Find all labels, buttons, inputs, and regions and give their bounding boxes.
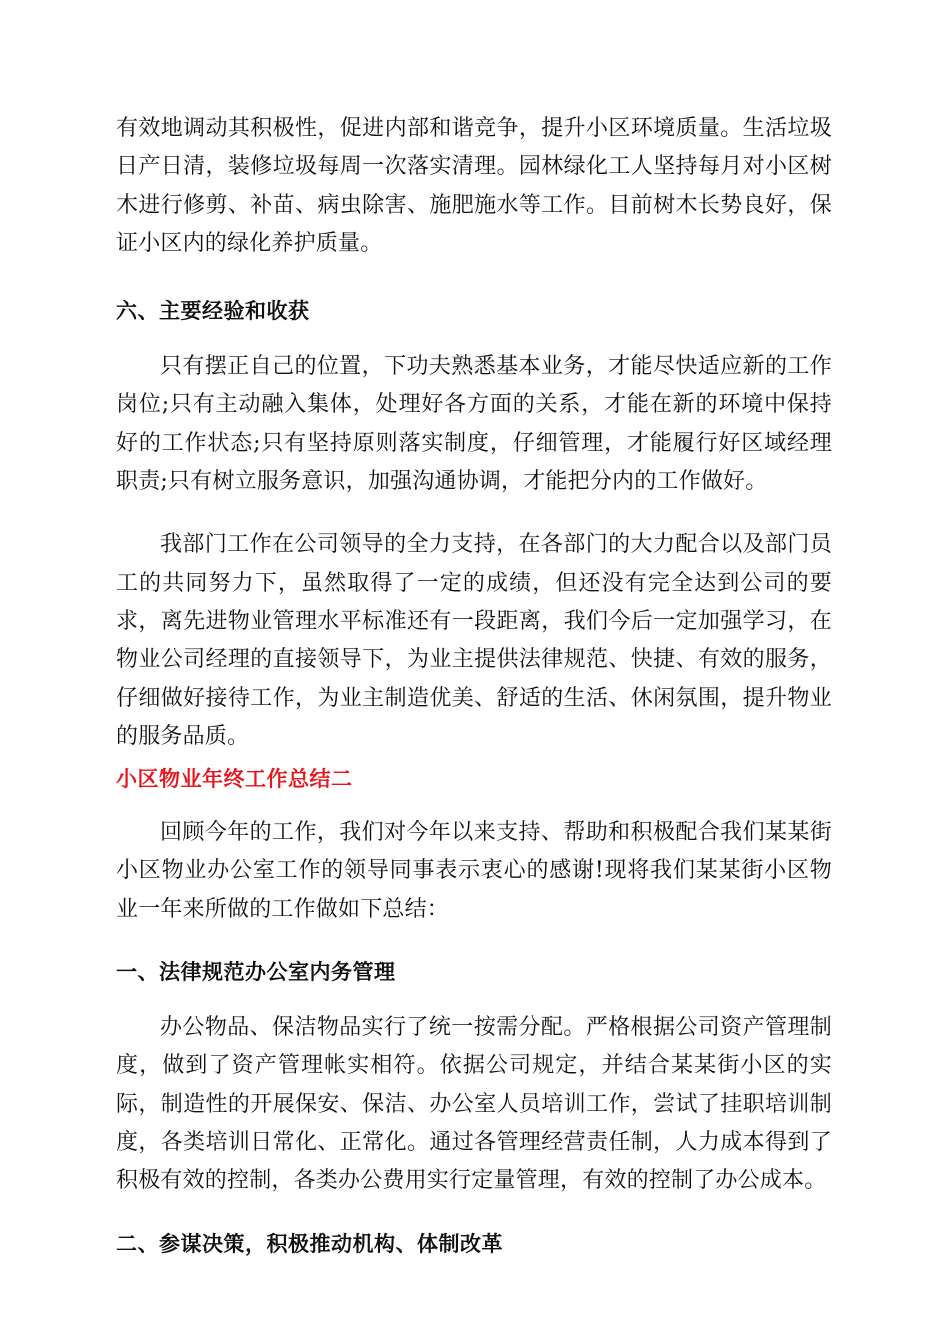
paragraph-experience: 只有摆正自己的位置，下功夫熟悉基本业务，才能尽快适应新的工作岗位;只有主动融入集体，处理好各方面的关系，才能在新的环境中保持好的工作状态;只有坚持原则落实制度，仔细管理，才能履行好区域经理职责;只有树立服务意识，加强沟通协调，才能把分内的工作做好。 <box>116 354 832 495</box>
heading-office-management: 一、法律规范办公室内务管理 <box>116 960 396 985</box>
paragraph-outlook: 我部门工作在公司领导的全力支持，在各部门的大力配合以及部门员工的共同努力下，虽然取得了一定的成绩，但还没有完全达到公司的要求，离先进物业管理水平标准还有一段距离，我们今后一定加强学习，在物业公司经理的直接领导下，为业主提供法律规范、快捷、有效的服务，仔细做好接待工作，为业主制造优美、舒适的生活、休闲氛围，提升物业的服务品质。 <box>116 532 832 749</box>
paragraph-environment-quality: 有效地调动其积极性，促进内部和谐竞争，提升小区环境质量。生活垃圾日产日清，装修垃圾每周一次落实清理。园林绿化工人坚持每月对小区树木进行修剪、补苗、病虫除害、施肥施水等工作。目前树木长势良好，保证小区内的绿化养护质量。 <box>116 116 832 256</box>
paragraph-office-management: 办公物品、保洁物品实行了统一按需分配。严格根据公司资产管理制度，做到了资产管理帐实相符。依据公司规定，并结合某某街小区的实际，制造性的开展保安、保洁、办公室人员培训工作，尝试了挂职培训制度，各类培训日常化、正常化。通过各管理经营责任制，人力成本得到了积极有效的控制，各类办公费用实行定量管理，有效的控制了办公成本。 <box>116 1015 832 1194</box>
document-page <box>116 110 832 1259</box>
heading-main-experience: 六、主要经验和收获 <box>116 299 310 324</box>
paragraph-intro: 回顾今年的工作，我们对今年以来支持、帮助和积极配合我们某某街小区物业办公室工作的领导同事表示衷心的感谢!现将我们某某街小区物业一年来所做的工作做如下总结： <box>116 820 832 922</box>
section-title-summary-two: 小区物业年终工作总结二 <box>116 767 353 792</box>
heading-decision-reform: 二、参谋决策，积极推动机构、体制改革 <box>116 1231 503 1256</box>
